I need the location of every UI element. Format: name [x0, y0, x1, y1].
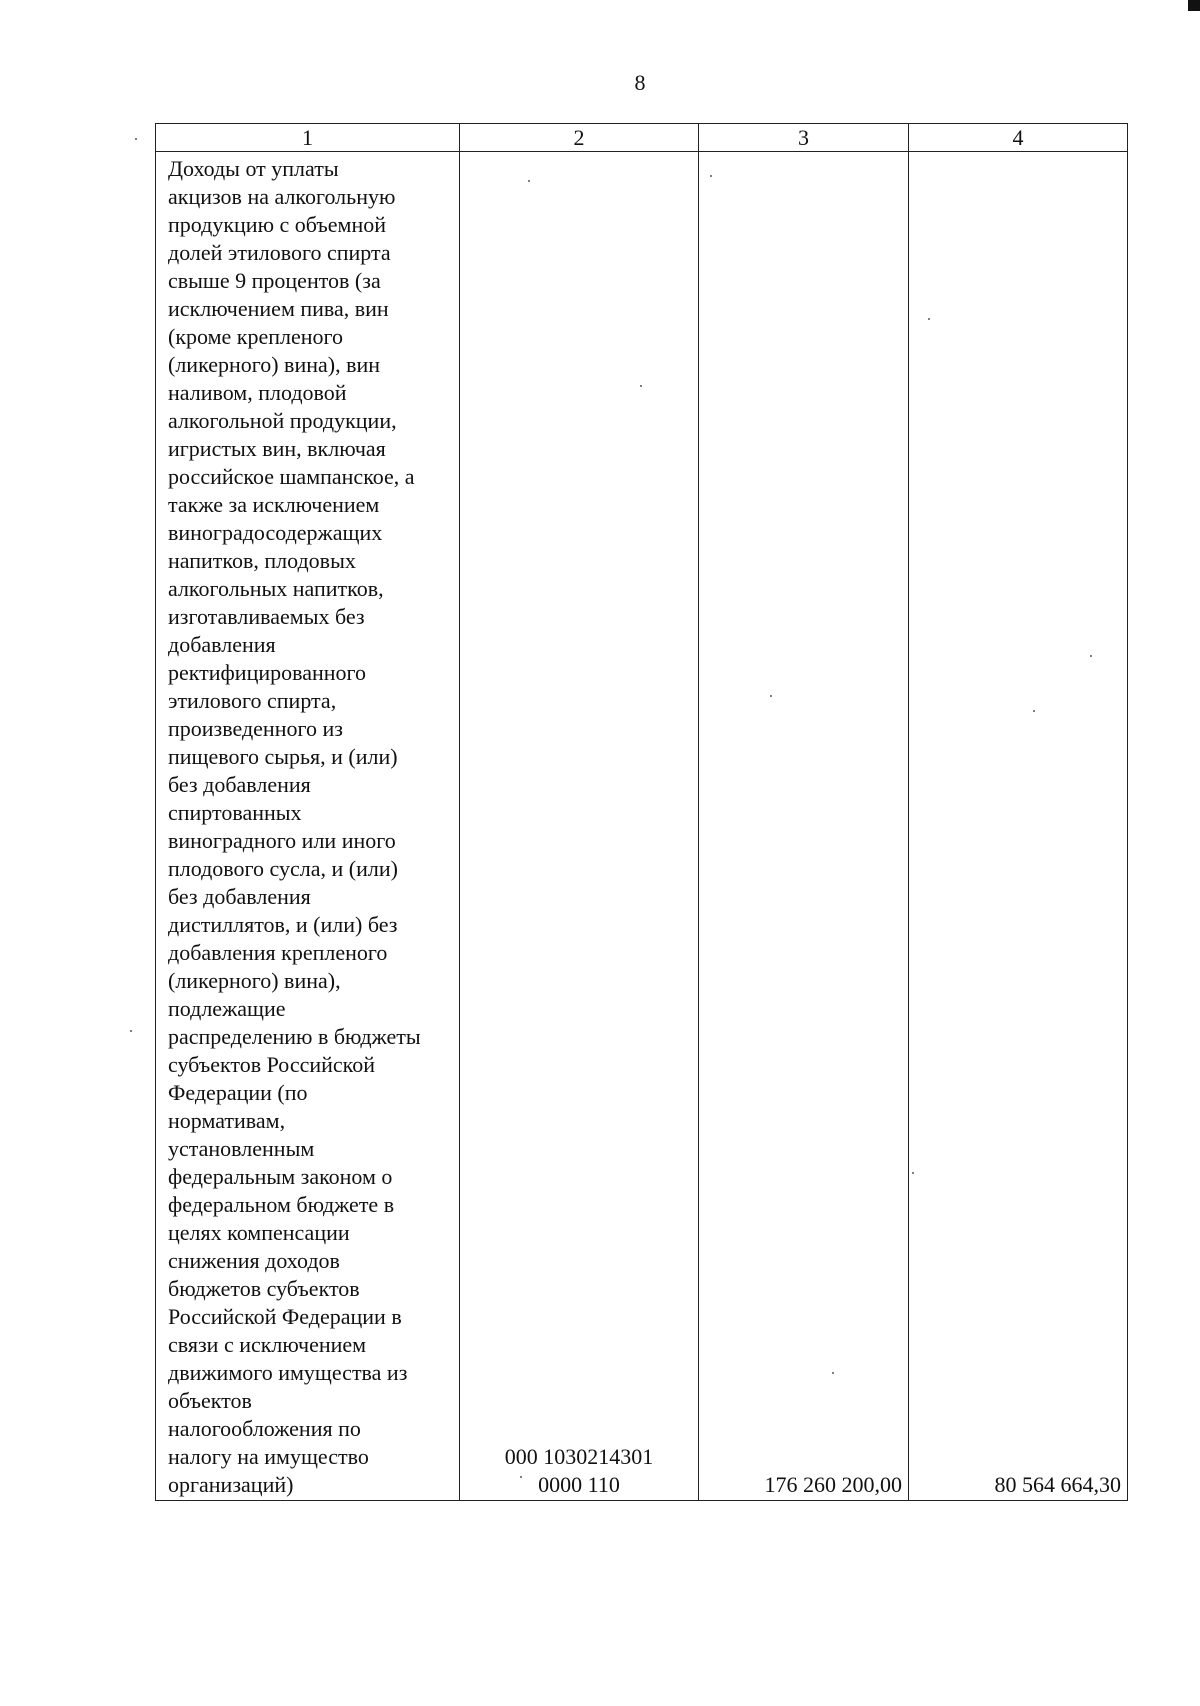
column-4-value-cell: 80 564 664,30 [909, 152, 1128, 1501]
scan-speck [528, 180, 530, 182]
column-header-3: 3 [699, 124, 909, 152]
scan-speck [928, 318, 930, 320]
revenue-description-cell: Доходы от уплаты акцизов на алкогольную продукцию с объемной долей этилового спирта свыше 9 процентов (за исключением пива, вин (кроме крепленого (ликерного) вина), вин наливом, плодовой алкогольной продукции, игристых вин, включая российское шампанское, а также за исключением виноградосодержащих напитков, плодовых алкогольных напитков, изготавливаемых без добавления ректифицированного этилового спирта, произведенного из пищевого сырья, и (или) без добавления спиртованных виноградного или иного плодового сусла, и (или) без добавления дистиллятов, и (или) без добавления крепленого (ликерного) вина), подлежащие распределению в бюджеты субъектов Российской Федерации (по нормативам, установленным федеральным законом о федеральном бюджете в целях компенсации снижения доходов бюджетов субъектов Российской Федерации в связи с исключением движимого имущества из объектов налогообложения по налогу на имущество организаций) [156, 152, 460, 1501]
scan-speck [135, 138, 137, 140]
scan-speck [640, 385, 642, 387]
scan-speck [770, 695, 772, 697]
scan-corner-mark [1188, 0, 1200, 11]
column-header-1: 1 [156, 124, 460, 152]
scan-speck [710, 175, 712, 177]
scan-speck [832, 1372, 834, 1374]
budget-code-cell: 000 1030214301 0000 110 [460, 152, 699, 1501]
revenue-table [155, 123, 1128, 1501]
table-header-row [156, 124, 1128, 152]
scan-speck [1033, 710, 1035, 712]
page-number: 8 [634, 70, 646, 95]
scan-speck [520, 1476, 522, 1478]
scan-speck [1090, 655, 1092, 657]
column-header-2: 2 [460, 124, 699, 152]
column-header-4: 4 [909, 124, 1128, 152]
column-3-value-cell: 176 260 200,00 [699, 152, 909, 1501]
table-row [156, 152, 1128, 1501]
scan-speck [912, 1172, 914, 1174]
scan-speck [130, 1030, 132, 1032]
